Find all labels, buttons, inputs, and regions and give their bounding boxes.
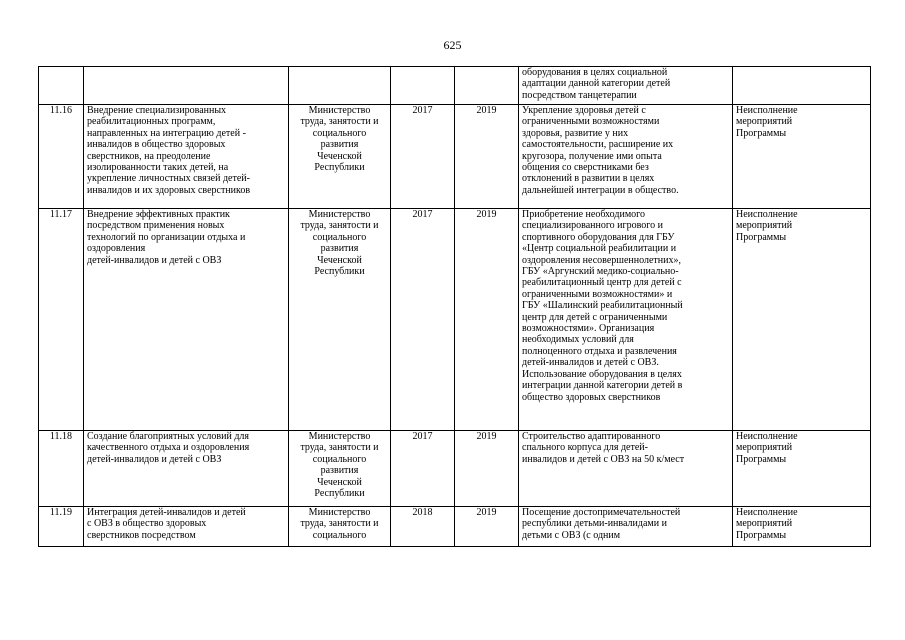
table-row [39,67,871,105]
consequence-cell: Неисполнение мероприятий Программы [733,507,871,547]
result-cell: Приобретение необходимого специализированного игрового и спортивного оборудования для ГБУ «Центр социальной реабилитации и оздоровления несовершеннолетних», ГБУ «Аргунский медико-социально- реабилитационный центр для детей с ограниченными возможностями» и ГБУ «Шалинский реабилитационный центр для детей с ограниченными возможностями». Организация необходимых условий для полноценного отдыха и развлечения детей-инвалидов и детей с ОВЗ. Использование оборудования в целях интеграции данной категории детей в общество здоровых сверстников [519,209,733,431]
measure-cell: Внедрение эффективных практик посредством применения новых технологий по организации отдыха и оздоровления детей-инвалидов и детей с ОВЗ [84,209,289,431]
start-year-cell: 2017 [391,431,455,507]
measure-cell [84,67,289,105]
measure-cell: Интеграция детей-инвалидов и детей с ОВЗ в общество здоровых сверстников посредством [84,507,289,547]
row-number-cell: 11.17 [39,209,84,431]
end-year-cell: 2019 [455,507,519,547]
consequence-cell: Неисполнение мероприятий Программы [733,431,871,507]
row-number-cell: 11.16 [39,105,84,209]
program-measures-table [38,66,871,547]
consequence-cell: Неисполнение мероприятий Программы [733,105,871,209]
end-year-cell: 2019 [455,431,519,507]
table-row [39,507,871,547]
start-year-cell: 2018 [391,507,455,547]
result-cell: оборудования в целях социальной адаптации данной категории детей посредством танцетерапии [519,67,733,105]
page-number: 625 [443,38,462,52]
measure-cell: Внедрение специализированных реабилитационных программ, направленных на интеграцию детей - инвалидов в общество здоровых сверстников, на преодоление изолированности таких детей, на укрепление личностных связей детей- инвалидов и их здоровых сверстников [84,105,289,209]
executor-cell [289,67,391,105]
consequence-cell [733,67,871,105]
start-year-cell: 2017 [391,105,455,209]
table-row [39,105,871,209]
result-cell: Укрепление здоровья детей с ограниченными возможностями здоровья, развитие у них самостоятельности, расширение их кругозора, получение ими опыта общения со сверстниками без отклонений в развитии в целях дальнейшей интеграции в общество. [519,105,733,209]
row-number-cell: 11.18 [39,431,84,507]
end-year-cell: 2019 [455,105,519,209]
table-row [39,431,871,507]
start-year-cell [391,67,455,105]
end-year-cell [455,67,519,105]
row-number-cell: 11.19 [39,507,84,547]
executor-cell: Министерство труда, занятости и социального [289,507,391,547]
start-year-cell: 2017 [391,209,455,431]
executor-cell: Министерство труда, занятости и социального развития Чеченской Республики [289,209,391,431]
result-cell: Посещение достопримечательностей республики детьми-инвалидами и детьми с ОВЗ (с одним [519,507,733,547]
executor-cell: Министерство труда, занятости и социального развития Чеченской Республики [289,105,391,209]
end-year-cell: 2019 [455,209,519,431]
table-row [39,209,871,431]
row-number-cell [39,67,84,105]
executor-cell: Министерство труда, занятости и социального развития Чеченской Республики [289,431,391,507]
measure-cell: Создание благоприятных условий для качественного отдыха и оздоровления детей-инвалидов и детей с ОВЗ [84,431,289,507]
consequence-cell: Неисполнение мероприятий Программы [733,209,871,431]
result-cell: Строительство адаптированного спального корпуса для детей- инвалидов и детей с ОВЗ на 50 к/мест [519,431,733,507]
